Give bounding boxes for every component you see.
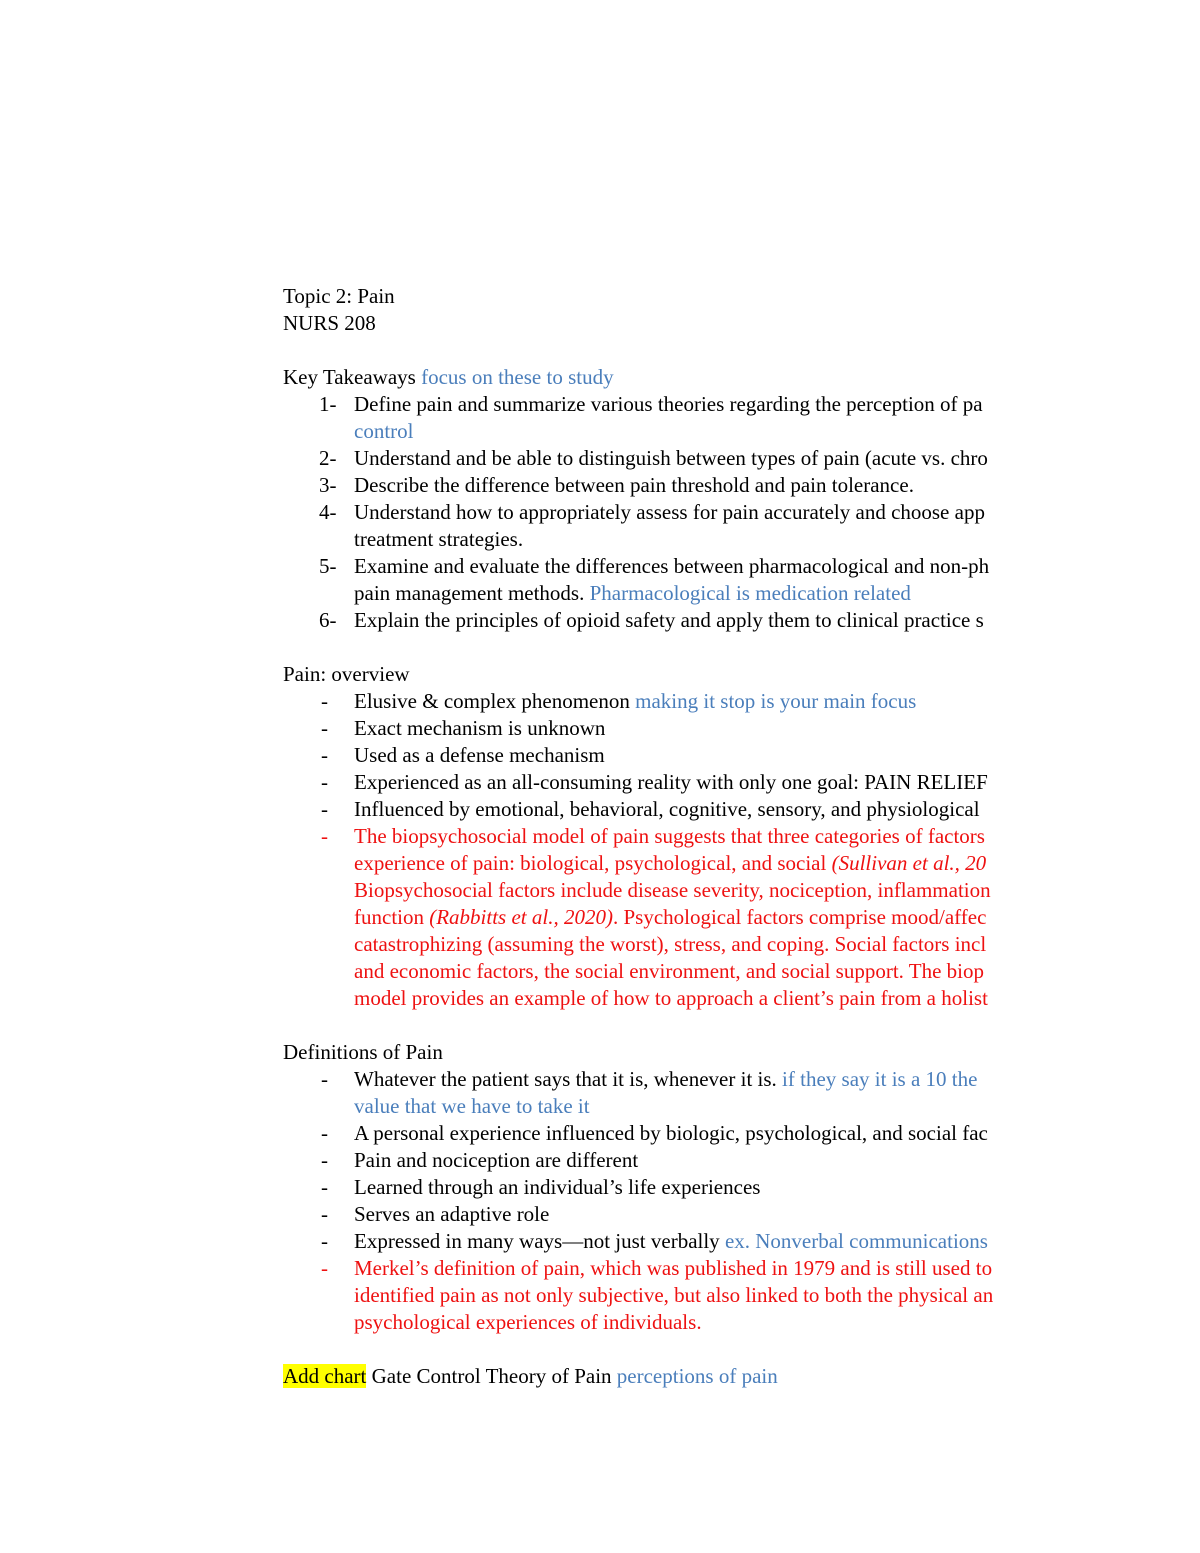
list-dash: - xyxy=(321,689,328,713)
overview-heading: Pain: overview xyxy=(283,662,410,686)
red-text: experience of pain: biological, psychological, and social xyxy=(354,851,832,875)
takeaway-item xyxy=(283,472,1060,499)
definition-text: Expressed in many ways—not just verbally xyxy=(354,1229,725,1253)
list-dash: - xyxy=(321,1148,328,1172)
overview-text: Elusive & complex phenomenon xyxy=(354,689,630,713)
overview-red-item xyxy=(283,823,1060,1012)
overview-text: Influenced by emotional, behavioral, cognitive, sensory, and physiological xyxy=(354,797,980,821)
definition-note: if they say it is a 10 the xyxy=(782,1067,978,1091)
overview-note: making it stop is your main focus xyxy=(635,689,917,713)
takeaway-item xyxy=(283,445,1060,472)
list-number: 6- xyxy=(319,608,337,632)
takeaway-note: control xyxy=(354,419,414,443)
overview-item xyxy=(283,796,1060,823)
definitions-heading: Definitions of Pain xyxy=(283,1040,443,1064)
takeaway-item xyxy=(283,607,1060,634)
list-dash: - xyxy=(321,1202,328,1226)
list-dash: - xyxy=(321,1067,328,1091)
definition-item xyxy=(283,1228,1060,1255)
definition-note: value that we have to take it xyxy=(354,1094,590,1118)
takeaway-text: Understand how to appropriately assess for pain accurately and choose app xyxy=(354,500,985,524)
course-code: NURS 208 xyxy=(283,311,376,335)
definition-text: Whatever the patient says that it is, whenever it is. xyxy=(354,1067,783,1091)
overview-item xyxy=(283,715,1060,742)
list-dash: - xyxy=(321,1175,328,1199)
list-dash: - xyxy=(321,716,328,740)
red-text: . Psychological factors comprise mood/affec xyxy=(612,905,987,929)
list-dash: - xyxy=(321,770,328,794)
definition-red-item xyxy=(283,1255,1060,1336)
list-number: 3- xyxy=(319,473,337,497)
overview-text: Experienced as an all-consuming reality with only one goal: PAIN RELIEF xyxy=(354,770,988,794)
red-text: and economic factors, the social environment, and social support. The biop xyxy=(354,959,985,983)
highlighted-text: Add chart xyxy=(283,1364,367,1388)
takeaway-text: Explain the principles of opioid safety and apply them to clinical practice s xyxy=(354,608,984,632)
key-takeaways-note: focus on these to study xyxy=(421,365,614,389)
definition-item xyxy=(283,1174,1060,1201)
takeaway-text: Describe the difference between pain threshold and pain tolerance. xyxy=(354,473,914,497)
definition-text: A personal experience influenced by biologic, psychological, and social fac xyxy=(354,1121,988,1145)
red-text: function xyxy=(354,905,430,929)
takeaway-note: Pharmacological is medication related xyxy=(589,581,911,605)
list-dash: - xyxy=(321,743,328,767)
citation: (Rabbitts et al., 2020) xyxy=(429,905,613,929)
takeaway-item xyxy=(283,499,1060,553)
list-dash: - xyxy=(321,824,328,848)
list-number: 2- xyxy=(319,446,337,470)
takeaway-continuation: treatment strategies. xyxy=(354,527,524,551)
definition-item xyxy=(283,1066,1060,1120)
document-body xyxy=(283,283,1060,1390)
overview-item xyxy=(283,742,1060,769)
list-number: 5- xyxy=(319,554,337,578)
overview-item xyxy=(283,769,1060,796)
key-takeaways-title: Key Takeaways xyxy=(283,365,416,389)
takeaway-text: Define pain and summarize various theories regarding the perception of pa xyxy=(354,392,983,416)
red-text: catastrophizing (assuming the worst), stress, and coping. Social factors incl xyxy=(354,932,987,956)
document-title: Topic 2: Pain xyxy=(283,284,395,308)
overview-item xyxy=(283,688,1060,715)
gate-control-note: perceptions of pain xyxy=(616,1364,778,1388)
red-text: Merkel’s definition of pain, which was published in 1979 and is still used to xyxy=(354,1256,993,1280)
takeaway-text: Examine and evaluate the differences between pharmacological and non-ph xyxy=(354,554,990,578)
takeaway-item xyxy=(283,553,1060,607)
red-text: The biopsychosocial model of pain suggests that three categories of factors xyxy=(354,824,985,848)
list-number: 4- xyxy=(319,500,337,524)
definition-note: ex. Nonverbal communications xyxy=(724,1229,988,1253)
red-text: psychological experiences of individuals. xyxy=(354,1310,702,1334)
list-dash: - xyxy=(321,1121,328,1145)
definition-item xyxy=(283,1201,1060,1228)
takeaway-item xyxy=(283,391,1060,445)
gate-control-line xyxy=(283,1363,1060,1390)
red-text: Biopsychosocial factors include disease severity, nociception, inflammation xyxy=(354,878,991,902)
gate-control-heading: Gate Control Theory of Pain xyxy=(366,1364,617,1388)
list-dash: - xyxy=(321,797,328,821)
definition-item xyxy=(283,1147,1060,1174)
list-number: 1- xyxy=(319,392,337,416)
list-dash: - xyxy=(321,1256,328,1280)
citation: (Sullivan et al., 20 xyxy=(831,851,987,875)
takeaway-text: Understand and be able to distinguish between types of pain (acute vs. chro xyxy=(354,446,988,470)
definition-text: Serves an adaptive role xyxy=(354,1202,550,1226)
red-text: identified pain as not only subjective, but also linked to both the physical an xyxy=(354,1283,994,1307)
overview-text: Used as a defense mechanism xyxy=(354,743,605,767)
takeaway-continuation: pain management methods. xyxy=(354,581,585,605)
key-takeaways-heading xyxy=(283,364,1060,391)
definition-text: Pain and nociception are different xyxy=(354,1148,639,1172)
definition-text: Learned through an individual’s life experiences xyxy=(354,1175,761,1199)
definition-item xyxy=(283,1120,1060,1147)
red-text: model provides an example of how to approach a client’s pain from a holist xyxy=(354,986,988,1010)
list-dash: - xyxy=(321,1229,328,1253)
overview-text: Exact mechanism is unknown xyxy=(354,716,606,740)
